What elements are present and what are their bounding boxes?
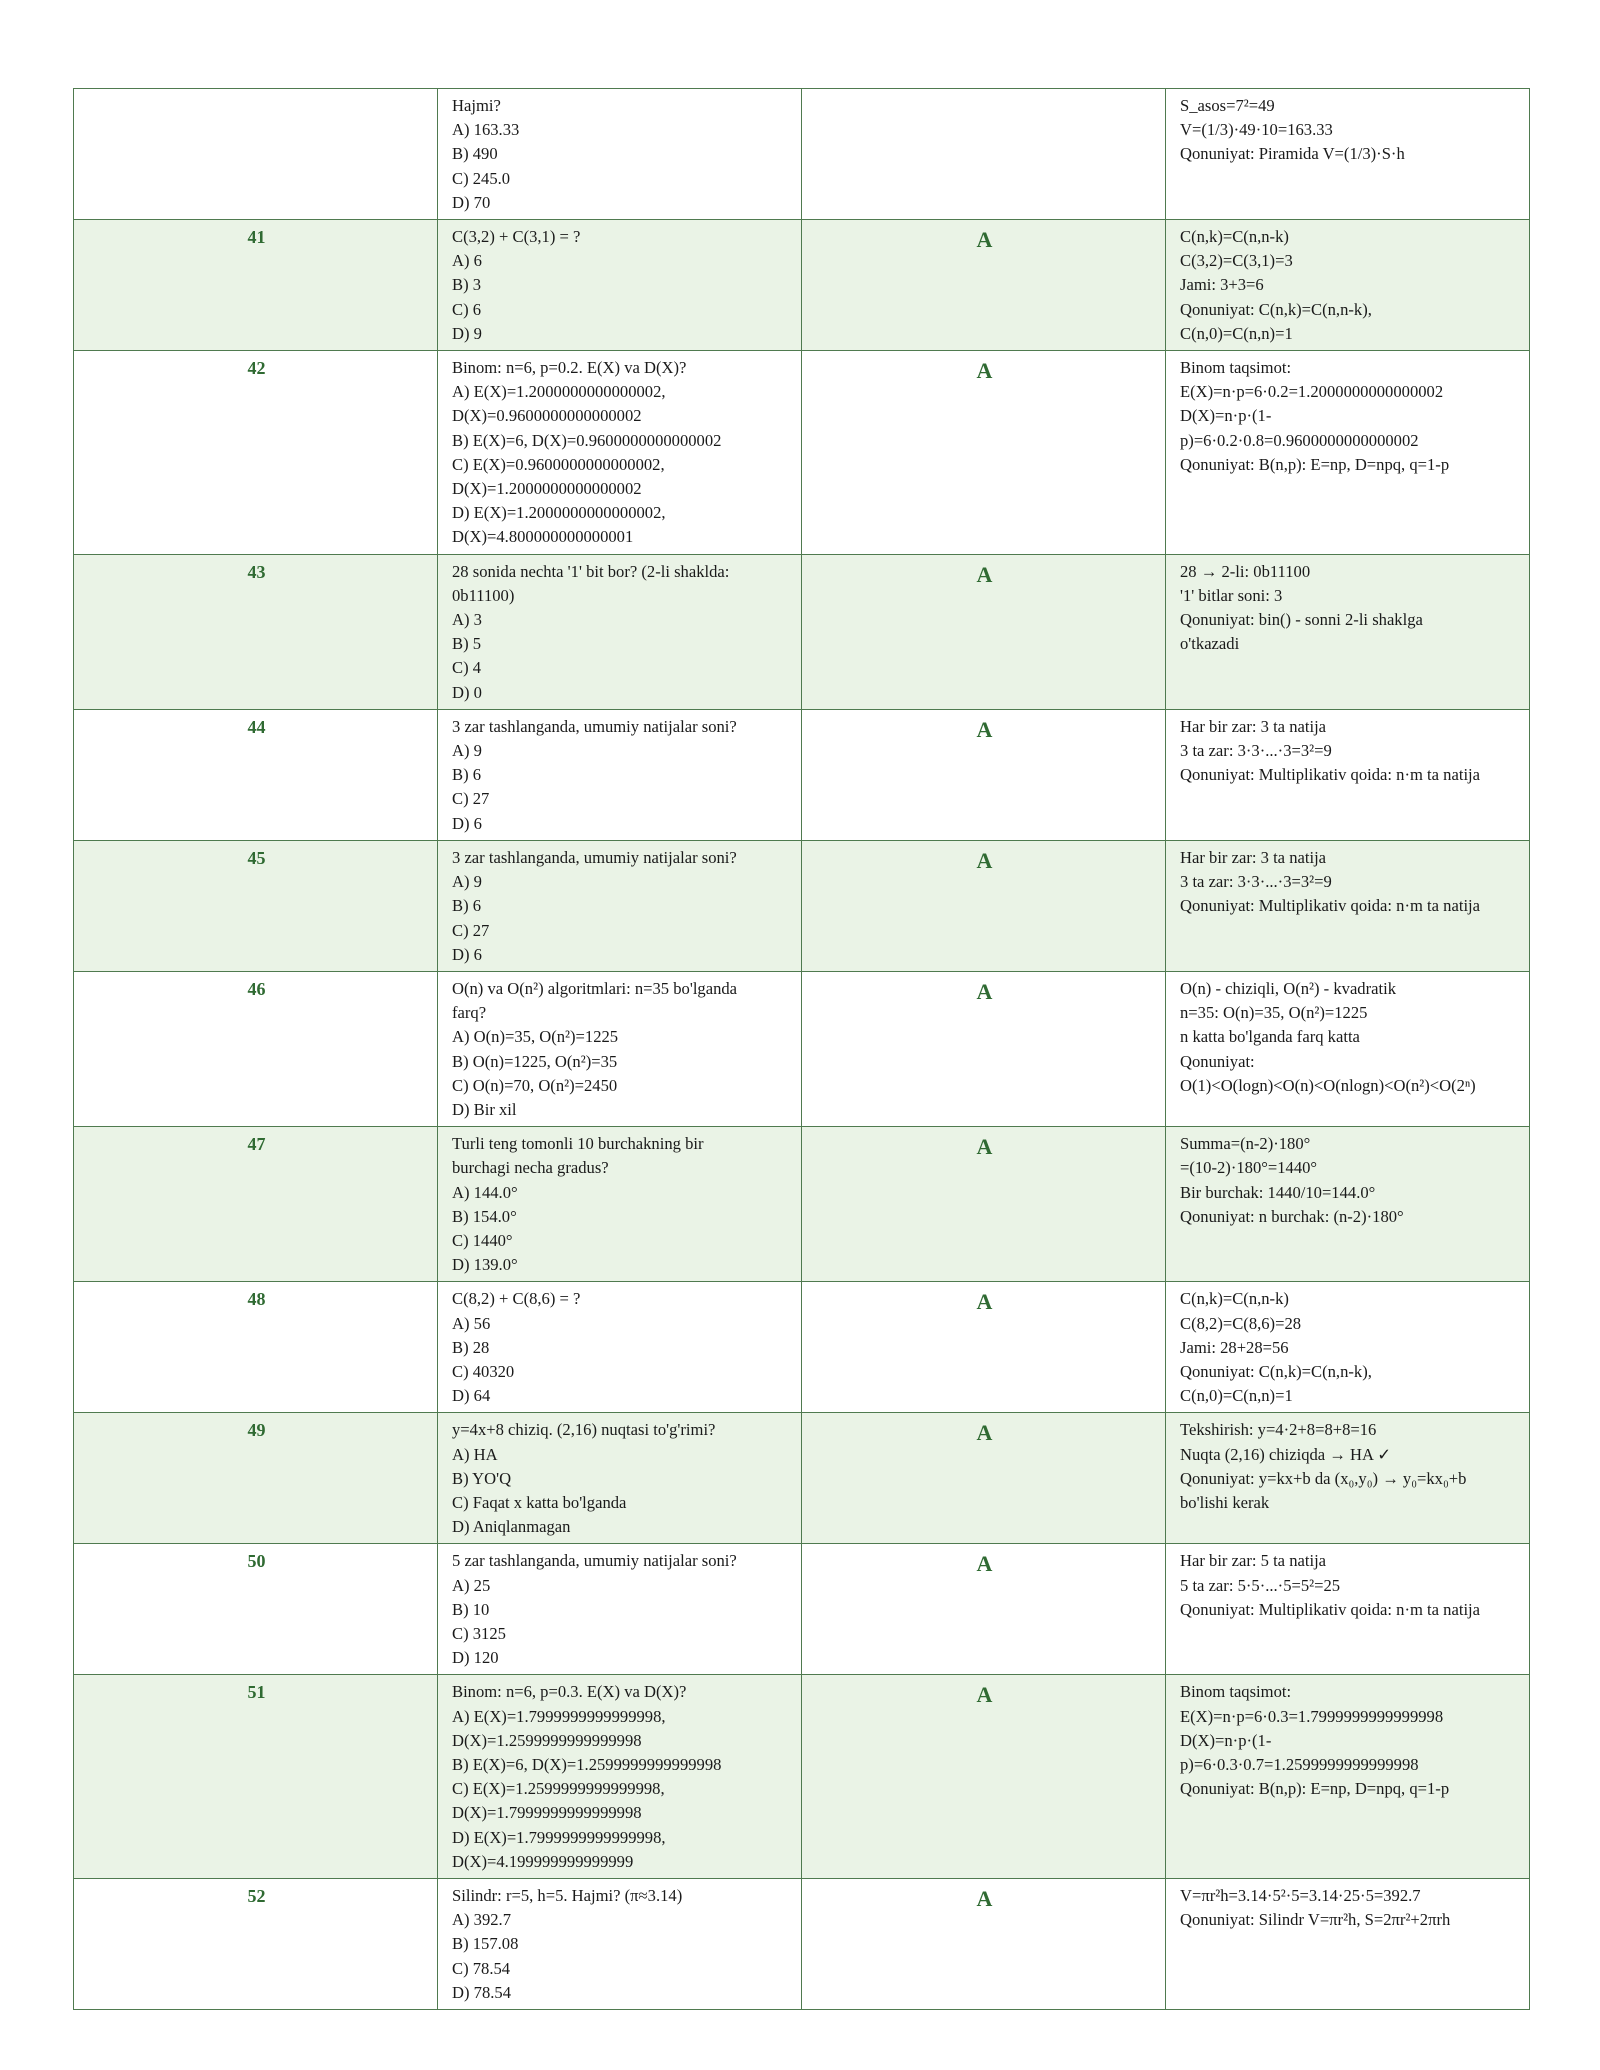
explanation-line: n katta bo'lganda farq katta xyxy=(1180,1027,1360,1047)
question-cell xyxy=(438,1127,802,1282)
correct-answer: A xyxy=(802,351,1166,555)
question-cell xyxy=(438,1879,802,2010)
answer-table-body xyxy=(74,89,1530,2010)
question-line: D(X)=1.2000000000000002 xyxy=(452,479,642,499)
explanation-line: Qonuniyat: C(n,k)=C(n,n-k), xyxy=(1180,299,1372,319)
question-line: 5 zar tashlanganda, umumiy natijalar soni? xyxy=(452,1551,737,1571)
question-cell xyxy=(438,971,802,1126)
correct-answer: A xyxy=(802,840,1166,971)
question-line: 3 zar tashlanganda, umumiy natijalar soni? xyxy=(452,847,737,867)
question-line: D) 9 xyxy=(452,323,482,343)
correct-answer: A xyxy=(802,971,1166,1126)
explanation-cell xyxy=(1166,1544,1530,1675)
table-row xyxy=(74,1413,1530,1544)
explanation-line: Qonuniyat: bin() - sonni 2-li shaklga xyxy=(1180,610,1423,630)
explanation-line: D(X)=n·p·(1- xyxy=(1180,406,1272,426)
table-row xyxy=(74,220,1530,351)
question-line: B) 5 xyxy=(452,634,482,654)
explanation-line: C(n,0)=C(n,n)=1 xyxy=(1180,323,1293,343)
question-cell xyxy=(438,1675,802,1879)
explanation-cell xyxy=(1166,709,1530,840)
explanation-line: p)=6·0.3·0.7=1.2599999999999998 xyxy=(1180,1755,1419,1774)
question-number: 44 xyxy=(74,709,438,840)
explanation-line: Tekshirish: y=4·2+8=8+8=16 xyxy=(1180,1420,1377,1440)
question-number: 48 xyxy=(74,1282,438,1413)
question-line: 0b11100) xyxy=(452,585,515,605)
question-line: A) 144.0° xyxy=(452,1182,518,1202)
correct-answer: A xyxy=(802,1675,1166,1879)
question-line: B) O(n)=1225, O(n²)=35 xyxy=(452,1051,618,1071)
explanation-line: V=(1/3)·49·10=163.33 xyxy=(1180,120,1333,140)
question-line: D) E(X)=1.2000000000000002, xyxy=(452,503,666,523)
explanation-line: Qonuniyat: B(n,p): E=np, D=npq, q=1-p xyxy=(1180,454,1450,474)
explanation-line: Qonuniyat: Silindr V=πr²h, S=2πr²+2πrh xyxy=(1180,1910,1451,1930)
explanation-cell xyxy=(1166,89,1530,220)
explanation-line: Jami: 3+3=6 xyxy=(1180,275,1264,295)
explanation-cell xyxy=(1166,1127,1530,1282)
question-cell xyxy=(438,840,802,971)
question-line: C) 4 xyxy=(452,658,482,678)
explanation-line: E(X)=n·p=6·0.2=1.2000000000000002 xyxy=(1180,382,1444,402)
question-line: A) 9 xyxy=(452,872,482,892)
question-line: B) 28 xyxy=(452,1337,490,1357)
explanation-line: bo'lishi kerak xyxy=(1180,1492,1270,1512)
question-line: A) O(n)=35, O(n²)=1225 xyxy=(452,1027,619,1047)
explanation-line: Qonuniyat: xyxy=(1180,1051,1255,1071)
explanation-line: Bir burchak: 1440/10=144.0° xyxy=(1180,1182,1376,1202)
correct-answer xyxy=(802,89,1166,220)
question-line: 28 sonida nechta '1' bit bor? (2-li shaklda: xyxy=(452,561,730,581)
explanation-line: Summa=(n-2)·180° xyxy=(1180,1134,1311,1154)
explanation-cell xyxy=(1166,971,1530,1126)
question-line: B) 10 xyxy=(452,1599,490,1619)
question-line: C) 245.0 xyxy=(452,168,511,188)
question-line: B) 490 xyxy=(452,144,498,164)
table-row xyxy=(74,971,1530,1126)
question-number: 52 xyxy=(74,1879,438,2010)
question-line: D(X)=1.7999999999999998 xyxy=(452,1803,642,1823)
explanation-line: Binom taqsimot: xyxy=(1180,1682,1292,1702)
question-line: A) 56 xyxy=(452,1313,491,1333)
question-line: C) 6 xyxy=(452,299,482,319)
question-line: Turli teng tomonli 10 burchakning bir xyxy=(452,1134,704,1154)
table-row xyxy=(74,1675,1530,1879)
question-line: B) YO'Q xyxy=(452,1468,512,1488)
answer-table-sheet xyxy=(73,88,1529,2010)
question-line: D) 6 xyxy=(452,944,482,964)
explanation-cell xyxy=(1166,1675,1530,1879)
explanation-line: O(1)<O(logn)<O(n)<O(nlogn)<O(n²)<O(2ⁿ) xyxy=(1180,1075,1476,1095)
question-line: O(n) va O(n²) algoritmlari: n=35 bo'lganda xyxy=(452,978,738,998)
question-line: D(X)=4.199999999999999 xyxy=(452,1851,634,1871)
explanation-line: Jami: 28+28=56 xyxy=(1180,1337,1289,1357)
explanation-line: Qonuniyat: Multiplikativ qoida: n·m ta natija xyxy=(1180,765,1481,785)
question-line: Hajmi? xyxy=(452,96,501,115)
correct-answer: A xyxy=(802,1879,1166,2010)
question-line: A) 3 xyxy=(452,610,482,630)
question-line: B) 6 xyxy=(452,896,482,916)
question-number: 49 xyxy=(74,1413,438,1544)
explanation-cell xyxy=(1166,554,1530,709)
question-line: A) 6 xyxy=(452,251,482,271)
question-line: A) 9 xyxy=(452,741,482,761)
explanation-line: C(n,0)=C(n,n)=1 xyxy=(1180,1386,1293,1406)
question-line: C(3,2) + C(3,1) = ? xyxy=(452,227,581,247)
question-line: 3 zar tashlanganda, umumiy natijalar soni? xyxy=(452,716,737,736)
table-row xyxy=(74,1544,1530,1675)
correct-answer: A xyxy=(802,1282,1166,1413)
question-line: C) Faqat x katta bo'lganda xyxy=(452,1492,627,1512)
question-cell xyxy=(438,1544,802,1675)
explanation-line: n=35: O(n)=35, O(n²)=1225 xyxy=(1180,1003,1368,1023)
question-line: D(X)=0.9600000000000002 xyxy=(452,406,642,426)
question-line: B) 157.08 xyxy=(452,1934,519,1954)
question-line: A) E(X)=1.2000000000000002, xyxy=(452,382,666,402)
correct-answer: A xyxy=(802,1127,1166,1282)
question-line: A) E(X)=1.7999999999999998, xyxy=(452,1706,666,1726)
question-cell xyxy=(438,351,802,555)
question-line: D) E(X)=1.7999999999999998, xyxy=(452,1827,666,1847)
explanation-line: 3 ta zar: 3·3·...·3=3²=9 xyxy=(1180,872,1332,892)
table-row xyxy=(74,840,1530,971)
question-line: D) Bir xil xyxy=(452,1099,517,1119)
explanation-line: D(X)=n·p·(1- xyxy=(1180,1730,1272,1750)
question-line: C) 1440° xyxy=(452,1230,513,1250)
explanation-line: '1' bitlar soni: 3 xyxy=(1180,585,1283,605)
explanation-line: Qonuniyat: Multiplikativ qoida: n·m ta natija xyxy=(1180,896,1481,916)
question-line: farq? xyxy=(452,1003,487,1023)
question-line: Silindr: r=5, h=5. Hajmi? (π≈3.14) xyxy=(452,1886,683,1906)
question-line: D) 139.0° xyxy=(452,1255,518,1275)
question-line: Binom: n=6, p=0.3. E(X) va D(X)? xyxy=(452,1682,687,1702)
question-line: D(X)=4.800000000000001 xyxy=(452,527,634,547)
explanation-line: o'tkazadi xyxy=(1180,634,1240,654)
explanation-line: Qonuniyat: y=kx+b da (x₀,y₀) → y₀=kx₀+b xyxy=(1180,1468,1467,1488)
explanation-line: =(10-2)·180°=1440° xyxy=(1180,1158,1318,1178)
explanation-line: p)=6·0.2·0.8=0.9600000000000002 xyxy=(1180,430,1419,450)
question-line: D) 6 xyxy=(452,813,482,833)
question-line: Binom: n=6, p=0.2. E(X) va D(X)? xyxy=(452,358,687,378)
explanation-cell xyxy=(1166,220,1530,351)
explanation-line: 3 ta zar: 3·3·...·3=3²=9 xyxy=(1180,741,1332,761)
explanation-line: C(n,k)=C(n,n-k) xyxy=(1180,227,1289,247)
table-row xyxy=(74,1127,1530,1282)
question-cell xyxy=(438,220,802,351)
question-cell xyxy=(438,554,802,709)
explanation-line: Qonuniyat: Piramida V=(1/3)·S·h xyxy=(1180,144,1405,164)
question-number: 42 xyxy=(74,351,438,555)
explanation-line: Binom taqsimot: xyxy=(1180,358,1292,378)
explanation-line: C(8,2)=C(8,6)=28 xyxy=(1180,1313,1302,1333)
table-row xyxy=(74,709,1530,840)
explanation-cell xyxy=(1166,1879,1530,2010)
correct-answer: A xyxy=(802,554,1166,709)
question-line: B) E(X)=6, D(X)=1.2599999999999998 xyxy=(452,1755,722,1774)
explanation-line: Qonuniyat: B(n,p): E=np, D=npq, q=1-p xyxy=(1180,1779,1450,1799)
question-line: A) 392.7 xyxy=(452,1910,511,1930)
question-cell xyxy=(438,89,802,220)
explanation-line: Qonuniyat: C(n,k)=C(n,n-k), xyxy=(1180,1361,1372,1381)
answer-table xyxy=(73,88,1530,2010)
question-number: 46 xyxy=(74,971,438,1126)
question-cell xyxy=(438,709,802,840)
correct-answer: A xyxy=(802,709,1166,840)
question-number: 50 xyxy=(74,1544,438,1675)
question-line: D) Aniqlanmagan xyxy=(452,1517,571,1537)
correct-answer: A xyxy=(802,1413,1166,1544)
question-line: C) 27 xyxy=(452,789,490,809)
question-line: B) E(X)=6, D(X)=0.9600000000000002 xyxy=(452,430,722,450)
explanation-line: 28 → 2-li: 0b11100 xyxy=(1180,561,1311,581)
question-line: B) 154.0° xyxy=(452,1206,517,1226)
explanation-line: Har bir zar: 3 ta natija xyxy=(1180,847,1327,867)
question-line: y=4x+8 chiziq. (2,16) nuqtasi to'g'rimi? xyxy=(452,1420,716,1440)
table-row xyxy=(74,89,1530,220)
question-line: D(X)=1.2599999999999998 xyxy=(452,1730,642,1750)
question-line: D) 0 xyxy=(452,682,482,702)
explanation-line: V=πr²h=3.14·5²·5=3.14·25·5=392.7 xyxy=(1180,1886,1421,1906)
question-line: C) 3125 xyxy=(452,1623,506,1643)
question-line: C) 40320 xyxy=(452,1361,515,1381)
explanation-line: C(3,2)=C(3,1)=3 xyxy=(1180,251,1293,271)
explanation-line: Nuqta (2,16) chiziqda → HA ✓ xyxy=(1180,1444,1392,1464)
explanation-line: Har bir zar: 5 ta natija xyxy=(1180,1551,1327,1571)
correct-answer: A xyxy=(802,1544,1166,1675)
explanation-line: Qonuniyat: n burchak: (n-2)·180° xyxy=(1180,1206,1404,1226)
question-line: C) E(X)=1.2599999999999998, xyxy=(452,1779,665,1799)
question-number: 51 xyxy=(74,1675,438,1879)
question-number: 41 xyxy=(74,220,438,351)
table-row xyxy=(74,554,1530,709)
question-line: D) 78.54 xyxy=(452,1982,511,2002)
explanation-line: C(n,k)=C(n,n-k) xyxy=(1180,1289,1289,1309)
explanation-line: S_asos=7²=49 xyxy=(1180,96,1275,115)
question-line: C(8,2) + C(8,6) = ? xyxy=(452,1289,581,1309)
table-row xyxy=(74,351,1530,555)
question-cell xyxy=(438,1282,802,1413)
question-line: C) 27 xyxy=(452,920,490,940)
question-line: burchagi necha gradus? xyxy=(452,1158,609,1178)
explanation-line: Qonuniyat: Multiplikativ qoida: n·m ta natija xyxy=(1180,1599,1481,1619)
question-number: 47 xyxy=(74,1127,438,1282)
explanation-line: O(n) - chiziqli, O(n²) - kvadratik xyxy=(1180,978,1397,998)
question-cell xyxy=(438,1413,802,1544)
question-line: A) 163.33 xyxy=(452,120,520,140)
explanation-cell xyxy=(1166,1413,1530,1544)
question-line: B) 6 xyxy=(452,765,482,785)
table-row xyxy=(74,1282,1530,1413)
question-line: B) 3 xyxy=(452,275,482,295)
table-row xyxy=(74,1879,1530,2010)
question-number: 43 xyxy=(74,554,438,709)
correct-answer: A xyxy=(802,220,1166,351)
question-line: C) 78.54 xyxy=(452,1958,511,1978)
question-line: A) 25 xyxy=(452,1575,491,1595)
question-line: A) HA xyxy=(452,1444,498,1464)
explanation-cell xyxy=(1166,840,1530,971)
question-line: D) 64 xyxy=(452,1386,491,1406)
question-number xyxy=(74,89,438,220)
explanation-line: 5 ta zar: 5·5·...·5=5²=25 xyxy=(1180,1575,1341,1595)
explanation-line: E(X)=n·p=6·0.3=1.7999999999999998 xyxy=(1180,1706,1444,1726)
question-line: D) 120 xyxy=(452,1648,499,1668)
explanation-cell xyxy=(1166,351,1530,555)
question-line: C) O(n)=70, O(n²)=2450 xyxy=(452,1075,618,1095)
explanation-cell xyxy=(1166,1282,1530,1413)
question-line: D) 70 xyxy=(452,192,491,212)
question-number: 45 xyxy=(74,840,438,971)
question-line: C) E(X)=0.9600000000000002, xyxy=(452,454,665,474)
explanation-line: Har bir zar: 3 ta natija xyxy=(1180,716,1327,736)
